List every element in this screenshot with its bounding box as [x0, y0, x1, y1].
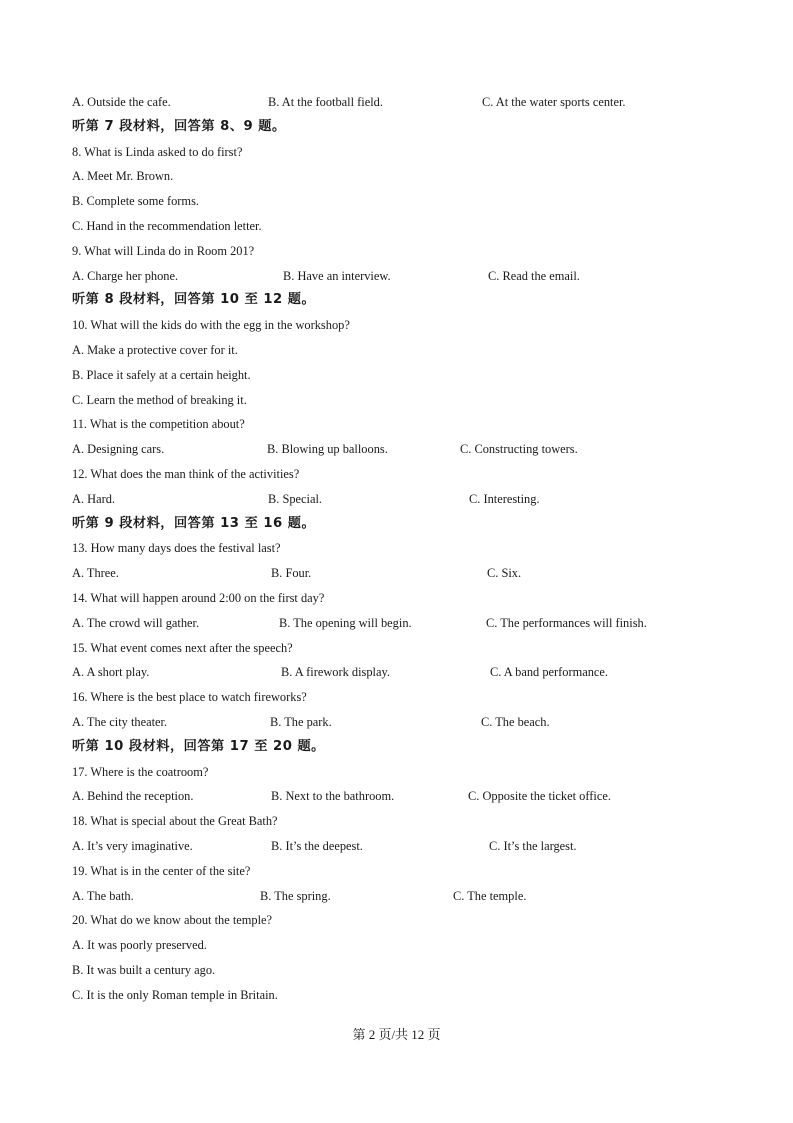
option-line: A. Make a protective cover for it.: [72, 343, 238, 357]
option-a: A. Outside the cafe.: [72, 95, 171, 109]
question: 8. What is Linda asked to do first?: [72, 144, 243, 159]
option-a: A. Behind the reception.: [72, 789, 194, 804]
option-b: B. Have an interview.: [283, 268, 391, 283]
option-c: C. Six.: [487, 566, 522, 581]
option-b: B. Next to the bathroom.: [271, 789, 395, 804]
option-a: A. Hard.: [72, 491, 116, 506]
question: 10. What will the kids do with the egg in the workshop?: [72, 318, 350, 333]
question: 16. Where is the best place to watch fireworks?: [72, 690, 307, 705]
option-line: C. It is the only Roman temple in Britain.: [72, 987, 278, 1002]
option-a: A. A short play.: [72, 665, 150, 680]
option-a: A. The bath.: [72, 888, 134, 903]
option-a: A. Charge her phone.: [72, 268, 179, 283]
question: 12. What does the man think of the activities?: [72, 467, 300, 481]
option-a: A. The crowd will gather.: [72, 615, 200, 630]
option-c: C. Read the email.: [488, 268, 580, 283]
option-c: C. Opposite the ticket office.: [468, 789, 611, 804]
option-a: A. Three.: [72, 566, 119, 581]
question: 11. What is the competition about?: [72, 417, 245, 432]
section-heading: 听第 9 段材料，回答第 13 至 16 题。: [72, 515, 316, 531]
option-a: A. The city theater.: [72, 715, 168, 729]
option-a: A. It’s very imaginative.: [72, 839, 193, 853]
section-heading: 听第 10 段材料，回答第 17 至 20 题。: [72, 738, 325, 754]
option-b: B. The park.: [270, 715, 332, 729]
option-line: C. Learn the method of breaking it.: [72, 392, 247, 407]
option-c: C. Interesting.: [469, 491, 540, 506]
section-heading: 听第 7 段材料，回答第 8、9 题。: [72, 118, 286, 134]
option-line: C. Hand in the recommendation letter.: [72, 219, 262, 233]
option-c: C. The performances will finish.: [486, 615, 647, 630]
option-c: C. At the water sports center.: [482, 95, 626, 109]
question: 13. How many days does the festival last?: [72, 541, 281, 556]
option-line: B. Complete some forms.: [72, 194, 199, 209]
option-b: B. Special.: [268, 491, 323, 506]
option-b: B. A firework display.: [281, 665, 390, 680]
option-line: B. Place it safely at a certain height.: [72, 367, 251, 382]
question: 18. What is special about the Great Bath?: [72, 814, 278, 829]
option-line: A. Meet Mr. Brown.: [72, 169, 174, 184]
question: 15. What event comes next after the speech?: [72, 640, 293, 655]
option-b: B. Blowing up balloons.: [267, 442, 388, 457]
option-line: A. It was poorly preserved.: [72, 938, 207, 953]
option-b: B. It’s the deepest.: [271, 839, 363, 853]
question: 17. Where is the coatroom?: [72, 764, 209, 779]
option-b: B. At the football field.: [268, 95, 383, 109]
option-c: C. The beach.: [481, 715, 550, 729]
section-heading: 听第 8 段材料，回答第 10 至 12 题。: [72, 292, 316, 308]
question: 19. What is in the center of the site?: [72, 863, 251, 878]
option-b: B. Four.: [271, 566, 312, 581]
option-c: C. The temple.: [453, 888, 527, 903]
question: 20. What do we know about the temple?: [72, 913, 273, 928]
option-c: C. It’s the largest.: [489, 839, 577, 853]
option-c: C. Constructing towers.: [460, 442, 578, 457]
question: 14. What will happen around 2:00 on the first day?: [72, 591, 325, 605]
option-b: B. The spring.: [260, 888, 331, 903]
question: 9. What will Linda do in Room 201?: [72, 243, 255, 258]
page-footer: 第 2 页/共 12 页: [352, 1027, 441, 1042]
option-line: B. It was built a century ago.: [72, 963, 216, 977]
option-a: A. Designing cars.: [72, 442, 165, 457]
option-b: B. The opening will begin.: [279, 615, 412, 630]
option-c: C. A band performance.: [490, 665, 609, 680]
